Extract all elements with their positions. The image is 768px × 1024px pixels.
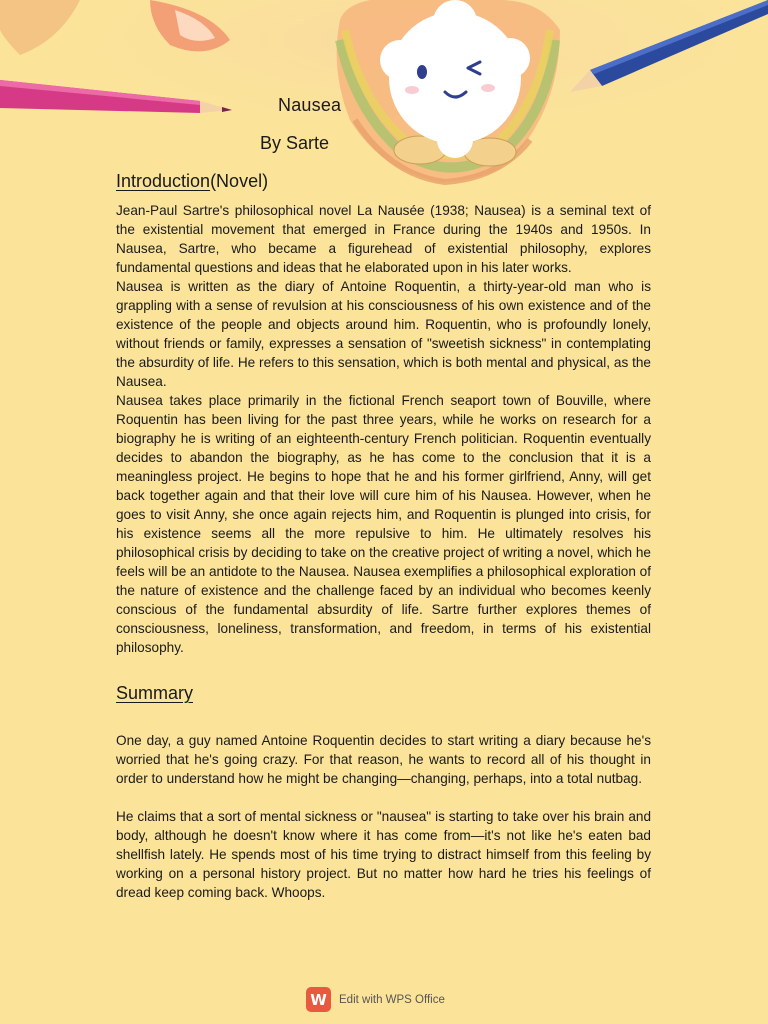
summary-body — [116, 731, 651, 902]
wps-edit-label: Edit with WPS Office — [339, 993, 445, 1006]
summary-heading-text: Summary — [116, 683, 194, 703]
wps-logo-icon: W — [306, 987, 331, 1012]
summary-paragraph: One day, a guy named Antoine Roquentin decides to start writing a diary because he's worried that he's going crazy. For that reason, he wants to record all of his thought in order to understand how he might be changing—changing, perhaps, into a total nutbag. — [116, 733, 651, 786]
introduction-paragraph: Nausea takes place primarily in the fictional French seaport town of Bouville, where Roquentin has been living for the past three years, while he works on research for a biography he is writing of an eighteenth-century French politician. Roquentin eventually decides to abandon the biography, as he has come to the conclusion that it is a meaningless project. He begins to hope that he and his former girlfriend, Anny, will get back together again and that their love will cure him of his Nausea. However, when he goes to visit Anny, she once again rejects him, and Roquentin is plunged into crisis, for his existence seems all the more repulsive to him. He ultimately resolves his philosophical crisis by deciding to take on the creative project of writing a novel, which he feels will be an antidote to the Nausea. Nausea exemplifies a philosophical exploration of the nature of existence and the challenge faced by an individual who becomes keenly conscious of the fundamental absurdity of life. Sartre further explores themes of consciousness, loneliness, transformation, and freedom, in terms of his existential philosophy. — [116, 393, 652, 655]
introduction-heading-suffix: (Novel) — [210, 171, 269, 191]
wps-edit-link[interactable] — [306, 987, 445, 1012]
introduction-heading — [116, 171, 268, 192]
document-title: Nausea — [278, 95, 342, 115]
introduction-paragraph: Nausea is written as the diary of Antoine Roquentin, a thirty-year-old man who is grappling with a sense of revulsion at his consciousness of his own existence and of the existence of the people and objects around him. Roquentin, who is profoundly lonely, without friends or family, expresses a sensation of "sweetish sickness" in contemplating the absurdity of life. He refers to this sensation, which is both mental and physical, as the Nausea. — [116, 279, 651, 389]
introduction-paragraph: Jean-Paul Sartre's philosophical novel La Nausée (1938; Nausea) is a seminal text of the existential movement that emerged in France during the 1940s and 1950s. In Nausea, Sartre, who became a figurehead of existential philosophy, explores fundamental questions and ideas that he elaborated upon in his later works. — [116, 203, 651, 275]
summary-heading — [116, 683, 193, 704]
introduction-body — [116, 201, 651, 657]
summary-paragraph: He claims that a sort of mental sickness or "nausea" is starting to take over his brain and body, although he doesn't know where it has come from—it's not like he's eaten bad shellfish lately. He spends most of his time trying to distract himself from this feeling by working on a personal history project. But no matter how hard he tries his feelings of dread keep coming back. Whoops. — [116, 809, 651, 900]
document-author: By Sarte — [260, 133, 330, 153]
header-illustration — [0, 0, 768, 200]
introduction-heading-text: Introduction — [116, 171, 211, 191]
